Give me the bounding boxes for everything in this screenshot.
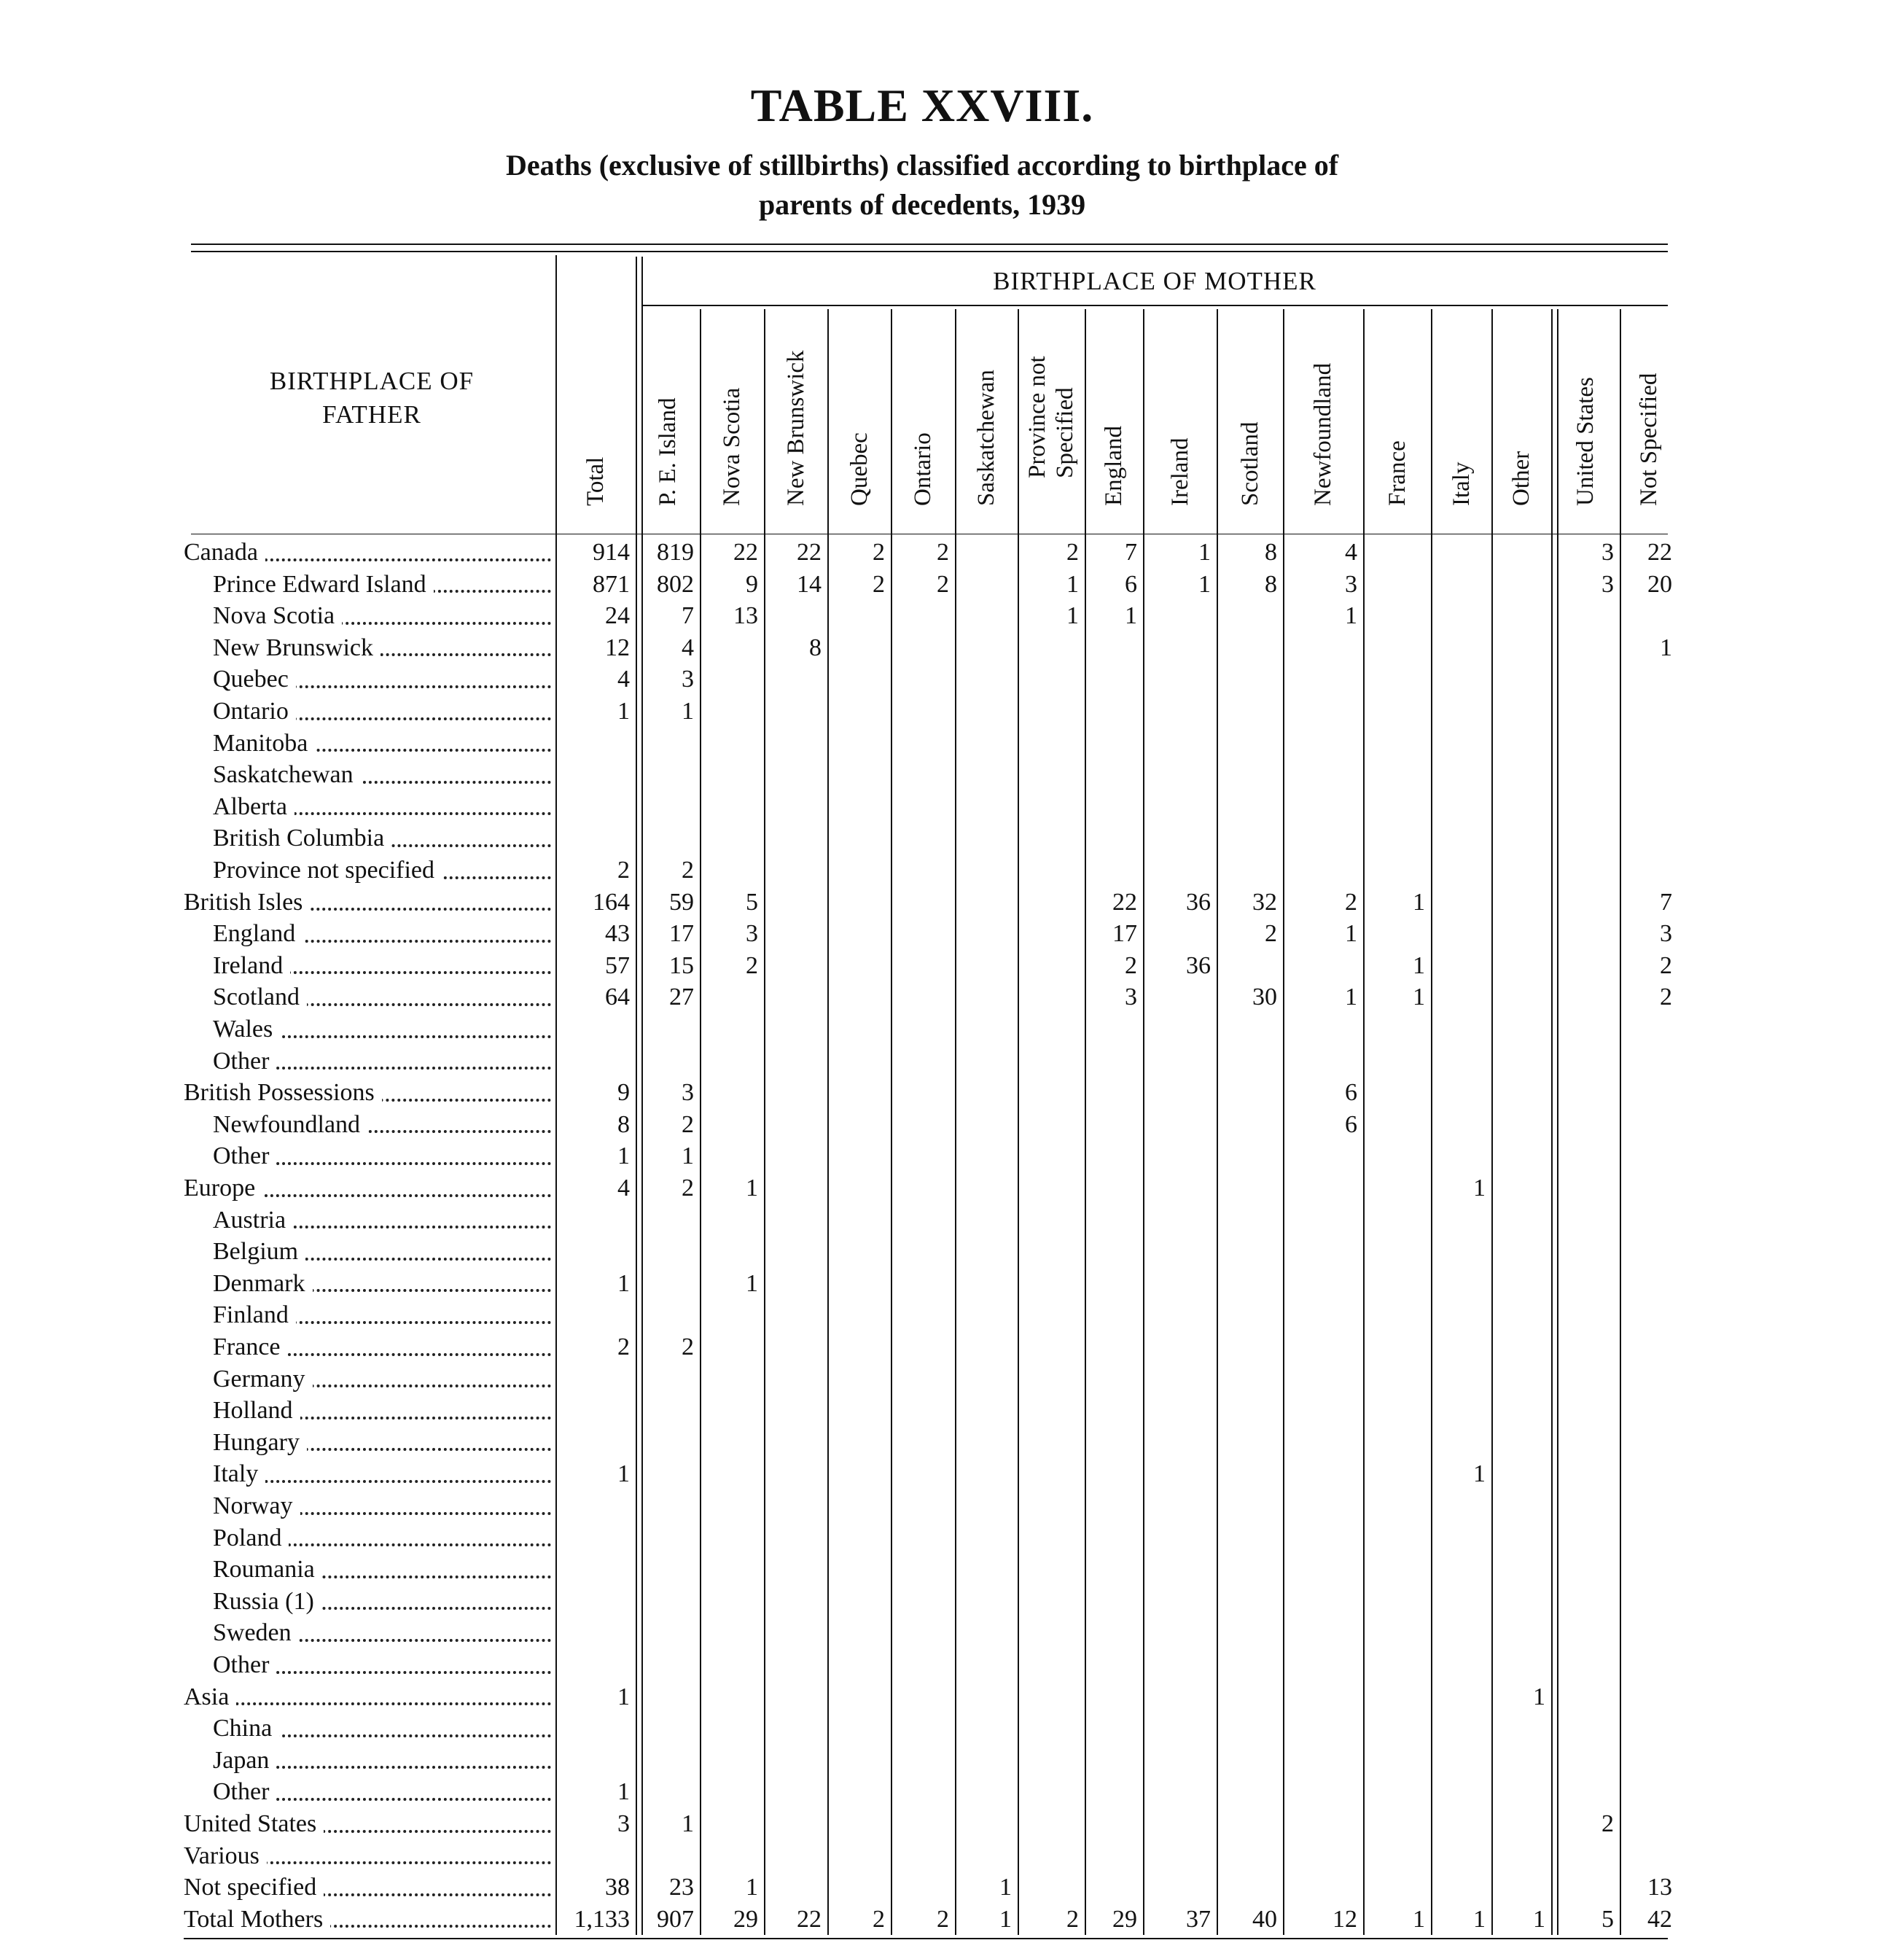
table-cell: 14 — [797, 570, 822, 598]
row-label-text: Russia (1) — [213, 1588, 321, 1615]
column-header-label: Quebec — [846, 432, 873, 506]
table-cell: 2 — [1125, 951, 1137, 979]
row-label-text: Asia — [184, 1683, 236, 1710]
table-row — [0, 1554, 1904, 1586]
row-label — [213, 1204, 555, 1236]
row-label — [213, 822, 555, 854]
row-label-text: Other — [213, 1651, 276, 1678]
column-header-label: Saskatchewan — [973, 370, 999, 506]
row-label — [213, 1713, 555, 1745]
table-row — [0, 1649, 1904, 1681]
table-row — [0, 791, 1904, 823]
table-cell: 32 — [1252, 888, 1277, 916]
table-cell: 38 — [605, 1874, 630, 1901]
row-label — [213, 1299, 555, 1331]
table-cell: 914 — [593, 539, 630, 566]
stub-header-line-2: FATHER — [322, 400, 421, 429]
table-row — [0, 1808, 1904, 1840]
table-cell: 1 — [999, 1905, 1012, 1933]
row-label-text: British Columbia — [213, 825, 391, 852]
table-cell: 2 — [1660, 951, 1672, 979]
row-label-text: Various — [184, 1842, 267, 1869]
table-cell: 2 — [1601, 1810, 1614, 1837]
mother-header-rule — [641, 305, 1668, 306]
table-cell: 8 — [1265, 539, 1277, 566]
column-header — [1431, 309, 1491, 534]
table-row — [0, 887, 1904, 919]
table-cell: 1 — [1345, 602, 1357, 630]
row-label — [213, 1776, 555, 1808]
row-label — [213, 569, 555, 601]
table-cell: 13 — [1647, 1874, 1672, 1901]
row-label-text: United States — [184, 1810, 324, 1837]
table-cell: 1 — [1660, 634, 1672, 661]
row-label-text: France — [213, 1333, 288, 1360]
table-cell: 42 — [1647, 1905, 1672, 1933]
table-cell: 8 — [617, 1110, 630, 1138]
subtitle-line-2: parents of decedents, 1939 — [758, 188, 1086, 221]
table-cell: 1 — [1125, 602, 1137, 630]
table-cell: 59 — [669, 888, 694, 916]
row-label — [213, 1013, 555, 1045]
table-cell: 2 — [873, 570, 885, 598]
table-cell: 9 — [617, 1079, 630, 1107]
table-cell: 1 — [1345, 984, 1357, 1011]
table-cell: 22 — [1647, 539, 1672, 566]
column-header-label: Ireland — [1166, 437, 1193, 506]
table-cell: 1 — [1066, 602, 1079, 630]
row-label-text: Finland — [213, 1301, 296, 1328]
table-cell: 6 — [1345, 1110, 1357, 1138]
table-cell: 2 — [682, 1175, 694, 1202]
table-cell: 1 — [682, 1810, 694, 1837]
row-label — [213, 1427, 555, 1459]
table-cell: 1 — [746, 1269, 758, 1297]
table-row — [0, 1840, 1904, 1872]
row-label — [213, 728, 555, 760]
table-cell: 8 — [809, 634, 822, 661]
table-row — [0, 1681, 1904, 1713]
row-label — [213, 663, 555, 696]
table-cell: 29 — [1112, 1905, 1137, 1933]
column-header — [700, 309, 764, 534]
column-header-label: New Brunswick — [782, 350, 809, 506]
bottom-rule — [184, 1938, 1668, 1939]
table-cell: 1 — [1473, 1460, 1486, 1488]
table-row — [0, 1140, 1904, 1172]
table-row — [0, 1331, 1904, 1363]
table-cell: 9 — [746, 570, 758, 598]
table-cell: 1 — [1198, 570, 1211, 598]
column-header — [1018, 309, 1085, 534]
row-label-text: Scotland — [213, 984, 307, 1010]
table-row — [0, 759, 1904, 791]
table-cell: 1 — [617, 1778, 630, 1806]
table-cell: 2 — [937, 1905, 949, 1933]
column-header-label: Italy — [1448, 461, 1475, 506]
table-cell: 1 — [1533, 1905, 1545, 1933]
row-label-text: China — [213, 1715, 279, 1742]
table-row — [0, 1077, 1904, 1109]
table-row — [0, 1363, 1904, 1395]
table-row — [0, 854, 1904, 887]
row-label-text: Austria — [213, 1207, 293, 1234]
table-row — [0, 1172, 1904, 1204]
table-cell: 2 — [617, 1333, 630, 1360]
row-label — [184, 1904, 555, 1936]
row-label-text: Italy — [213, 1460, 265, 1487]
row-label — [213, 1554, 555, 1586]
row-label-text: Belgium — [213, 1238, 305, 1265]
column-header — [1620, 309, 1678, 534]
table-row — [0, 1617, 1904, 1649]
row-label-text: Ontario — [213, 698, 296, 725]
table-row — [0, 1904, 1904, 1936]
table-cell: 3 — [1125, 984, 1137, 1011]
column-header — [827, 309, 891, 534]
table-cell: 4 — [617, 666, 630, 693]
table-cell: 22 — [1112, 888, 1137, 916]
column-header-label: Province not Specified — [1024, 356, 1078, 478]
table-row — [0, 1045, 1904, 1078]
row-label-text: Wales — [213, 1016, 280, 1043]
table-cell: 27 — [669, 984, 694, 1011]
row-label — [184, 1872, 555, 1904]
row-label-text: British Isles — [184, 889, 310, 916]
table-cell: 1 — [1473, 1175, 1486, 1202]
table-cell: 22 — [797, 539, 822, 566]
row-label — [213, 1649, 555, 1681]
table-row — [0, 1776, 1904, 1808]
table-cell: 1 — [1413, 951, 1425, 979]
row-label — [213, 1586, 555, 1618]
table-cell: 12 — [1333, 1905, 1357, 1933]
table-cell: 17 — [669, 920, 694, 948]
table-row — [0, 696, 1904, 728]
row-label-text: Manitoba — [213, 730, 315, 757]
row-label-text: Alberta — [213, 793, 294, 820]
table-cell: 29 — [733, 1905, 758, 1933]
table-cell: 1 — [1413, 1905, 1425, 1933]
row-label — [213, 981, 555, 1013]
row-label — [213, 1522, 555, 1554]
table-row — [0, 1586, 1904, 1618]
table-cell: 12 — [605, 634, 630, 661]
row-label-text: Not specified — [184, 1874, 324, 1901]
column-header-label: United States — [1572, 377, 1599, 506]
table-cell: 20 — [1647, 570, 1672, 598]
table-cell: 2 — [746, 951, 758, 979]
table-cell: 7 — [1125, 539, 1137, 566]
table-row — [0, 1872, 1904, 1904]
row-label — [213, 1395, 555, 1427]
stub-header-line-1: BIRTHPLACE OF — [269, 367, 475, 395]
row-label-text: Quebec — [213, 666, 296, 693]
column-header — [1217, 309, 1283, 534]
table-cell: 64 — [605, 984, 630, 1011]
table-row — [0, 632, 1904, 664]
row-label-text: Saskatchewan — [213, 761, 361, 788]
table-cell: 36 — [1186, 888, 1211, 916]
row-label — [213, 632, 555, 664]
row-label-text: Other — [213, 1048, 276, 1075]
row-label-text: Roumania — [213, 1556, 322, 1583]
table-cell: 22 — [733, 539, 758, 566]
table-cell: 15 — [669, 951, 694, 979]
column-header — [764, 309, 827, 534]
row-label — [184, 1172, 555, 1204]
column-header-label: Not Specified — [1636, 373, 1662, 506]
table-cell: 1 — [1473, 1905, 1486, 1933]
row-label — [184, 537, 555, 569]
table-row — [0, 1713, 1904, 1745]
row-label — [213, 1140, 555, 1172]
column-header — [1491, 309, 1551, 534]
row-label — [213, 918, 555, 950]
table-cell: 1 — [1413, 888, 1425, 916]
table-title: TABLE XXVIII. — [750, 79, 1094, 131]
table-cell: 36 — [1186, 951, 1211, 979]
row-label-text: Holland — [213, 1397, 300, 1424]
row-label — [213, 1458, 555, 1490]
table-cell: 24 — [605, 602, 630, 630]
row-label-text: Germany — [213, 1366, 313, 1393]
table-row — [0, 822, 1904, 854]
row-label-text: Denmark — [213, 1270, 313, 1297]
table-row — [0, 569, 1904, 601]
row-label — [184, 887, 555, 919]
table-row — [0, 981, 1904, 1013]
table-cell: 1 — [1066, 570, 1079, 598]
row-label-text: Canada — [184, 539, 265, 566]
table-cell: 2 — [682, 1110, 694, 1138]
table-cell: 57 — [605, 951, 630, 979]
table-row — [0, 1204, 1904, 1236]
row-label-text: Japan — [213, 1747, 276, 1774]
row-label — [213, 1236, 555, 1268]
table-cell: 40 — [1252, 1905, 1277, 1933]
table-cell: 3 — [1601, 539, 1614, 566]
table-cell: 6 — [1345, 1079, 1357, 1107]
column-header-label: Newfoundland — [1310, 362, 1336, 506]
table-cell: 3 — [1345, 570, 1357, 598]
table-row — [0, 1299, 1904, 1331]
table-cell: 5 — [746, 888, 758, 916]
column-header — [1085, 309, 1143, 534]
table-cell: 1 — [617, 1683, 630, 1710]
table-row — [0, 663, 1904, 696]
table-cell: 37 — [1186, 1905, 1211, 1933]
table-cell: 7 — [1660, 888, 1672, 916]
table-cell: 871 — [593, 570, 630, 598]
row-label-text: England — [213, 920, 303, 947]
table-cell: 1 — [1198, 539, 1211, 566]
table-row — [0, 600, 1904, 632]
table-cell: 164 — [593, 888, 630, 916]
column-header-label: P. E. Island — [655, 397, 681, 506]
table-row — [0, 1458, 1904, 1490]
table-cell: 2 — [1066, 539, 1079, 566]
table-cell: 1,133 — [574, 1905, 630, 1933]
column-header — [1363, 309, 1431, 534]
table-cell: 2 — [682, 1333, 694, 1360]
column-header-label: Other — [1508, 451, 1534, 506]
table-row — [0, 918, 1904, 950]
table-row — [0, 1427, 1904, 1459]
table-cell: 2 — [1066, 1905, 1079, 1933]
row-label — [184, 1077, 555, 1109]
table-cell: 1 — [682, 1142, 694, 1170]
table-cell: 22 — [797, 1905, 822, 1933]
table-cell: 2 — [873, 539, 885, 566]
row-label-text: Europe — [184, 1175, 262, 1202]
row-label-text: Norway — [213, 1492, 300, 1519]
table-cell: 23 — [669, 1874, 694, 1901]
table-cell: 3 — [617, 1810, 630, 1837]
table-cell: 4 — [1345, 539, 1357, 566]
table-row — [0, 950, 1904, 982]
table-cell: 43 — [605, 920, 630, 948]
row-label — [213, 1331, 555, 1363]
column-header — [955, 309, 1018, 534]
column-header — [1143, 309, 1217, 534]
table-cell: 4 — [617, 1175, 630, 1202]
column-header-label: Total — [582, 456, 609, 506]
table-cell: 819 — [657, 539, 694, 566]
row-label — [213, 1745, 555, 1777]
table-cell: 3 — [682, 1079, 694, 1107]
table-cell: 2 — [1660, 984, 1672, 1011]
table-cell: 17 — [1112, 920, 1137, 948]
table-cell: 2 — [1265, 920, 1277, 948]
table-row — [0, 1013, 1904, 1045]
row-label — [213, 600, 555, 632]
column-header-label: Nova Scotia — [719, 387, 745, 506]
column-header — [1283, 309, 1363, 534]
table-cell: 2 — [937, 570, 949, 598]
row-label — [213, 854, 555, 887]
table-cell: 1 — [617, 698, 630, 725]
table-cell: 1 — [999, 1874, 1012, 1901]
column-header-label: England — [1101, 426, 1127, 506]
row-label — [213, 1109, 555, 1141]
table-row — [0, 1745, 1904, 1777]
column-header — [636, 309, 700, 534]
row-label — [213, 1045, 555, 1078]
row-label-text: British Possessions — [184, 1079, 382, 1106]
column-header — [1551, 309, 1620, 534]
top-rule-1 — [191, 244, 1668, 245]
row-label-text: Total Mothers — [184, 1906, 330, 1933]
row-label — [213, 791, 555, 823]
table-cell: 907 — [657, 1905, 694, 1933]
table-subtitle — [0, 146, 1844, 225]
table-cell: 1 — [617, 1269, 630, 1297]
row-label — [213, 696, 555, 728]
row-label-text: Sweden — [213, 1619, 299, 1646]
table-cell: 1 — [617, 1460, 630, 1488]
table-cell: 2 — [873, 1905, 885, 1933]
table-cell: 4 — [682, 634, 694, 661]
table-cell: 2 — [682, 857, 694, 884]
table-row — [0, 1236, 1904, 1268]
table-cell: 3 — [1601, 570, 1614, 598]
table-cell: 2 — [1345, 888, 1357, 916]
table-cell: 8 — [1265, 570, 1277, 598]
table-cell: 3 — [746, 920, 758, 948]
row-label-text: Nova Scotia — [213, 602, 342, 629]
row-label — [213, 1268, 555, 1300]
top-rule-2 — [191, 251, 1668, 252]
table-cell: 13 — [733, 602, 758, 630]
row-label-text: Other — [213, 1778, 276, 1805]
column-header-label: Ontario — [910, 432, 936, 506]
row-label-text: Province not specified — [213, 857, 442, 884]
subtitle-line-1: Deaths (exclusive of stillbirths) classified according to birthplace of — [505, 149, 1339, 182]
table-cell: 1 — [617, 1142, 630, 1170]
row-label-text: Poland — [213, 1524, 289, 1551]
table-cell: 1 — [746, 1874, 758, 1901]
row-label — [213, 759, 555, 791]
column-header-label: France — [1384, 440, 1411, 506]
column-header-label: Scotland — [1236, 421, 1263, 506]
row-label — [213, 950, 555, 982]
table-cell: 1 — [1345, 920, 1357, 948]
table-row — [0, 1268, 1904, 1300]
row-label-text: Ireland — [213, 952, 290, 979]
table-cell: 1 — [1533, 1683, 1545, 1710]
table-cell: 1 — [1413, 984, 1425, 1011]
table-row — [0, 1490, 1904, 1522]
table-cell: 7 — [682, 602, 694, 630]
row-label — [184, 1840, 555, 1872]
leader-dots — [184, 1702, 551, 1705]
table-cell: 3 — [682, 666, 694, 693]
column-header — [555, 309, 636, 534]
row-label — [213, 1490, 555, 1522]
table-cell: 1 — [682, 698, 694, 725]
table-row — [0, 728, 1904, 760]
row-label-text: Prince Edward Island — [213, 571, 434, 598]
row-label-text: Newfoundland — [213, 1111, 367, 1138]
row-label-text: New Brunswick — [213, 634, 381, 661]
table-cell: 3 — [1660, 920, 1672, 948]
table-cell: 1 — [746, 1175, 758, 1202]
stub-header — [191, 365, 553, 432]
row-label-text: Other — [213, 1142, 276, 1169]
row-label — [184, 1808, 555, 1840]
table-cell: 30 — [1252, 984, 1277, 1011]
mother-header: BIRTHPLACE OF MOTHER — [993, 267, 1316, 295]
table-row — [0, 1522, 1904, 1554]
table-cell: 5 — [1601, 1905, 1614, 1933]
table-row — [0, 1109, 1904, 1141]
table-cell: 2 — [617, 857, 630, 884]
table-row — [0, 1395, 1904, 1427]
row-label — [184, 1681, 555, 1713]
row-label — [213, 1617, 555, 1649]
table-cell: 2 — [937, 539, 949, 566]
table-cell: 802 — [657, 570, 694, 598]
row-label — [213, 1363, 555, 1395]
column-header — [891, 309, 955, 534]
row-label-text: Hungary — [213, 1429, 307, 1456]
table-row — [0, 537, 1904, 569]
table-cell: 6 — [1125, 570, 1137, 598]
